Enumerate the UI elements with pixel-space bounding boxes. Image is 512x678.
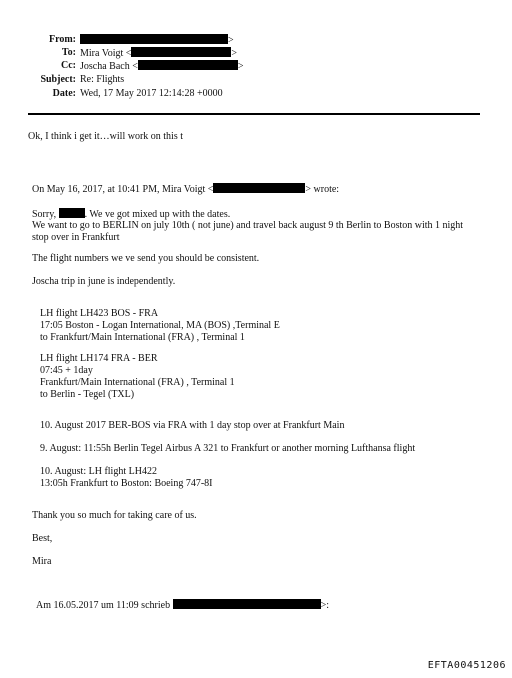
- best-line: Best,: [32, 533, 53, 544]
- redaction-bar: [213, 183, 305, 193]
- aug9-line: 9. August: 11:55h Berlin Tegel Airbus A 321 to Frankfurt or another morning Lufthansa flight: [40, 443, 416, 454]
- redaction-bar: [131, 47, 231, 57]
- redaction-bar: [138, 60, 238, 70]
- redaction-bar: [80, 34, 228, 44]
- flight1-line-1: LH flight LH423 BOS - FRA: [40, 308, 159, 319]
- bates-number: EFTA00451206: [427, 660, 506, 671]
- reply-line: Ok, I think i get it…will work on this t: [28, 131, 183, 142]
- to-label: To:: [61, 47, 76, 58]
- cc-value: Joscha Bach < >: [80, 61, 244, 72]
- from-label: From:: [48, 34, 76, 45]
- flight2-line-1: LH flight LH174 FRA - BER: [40, 353, 158, 364]
- subject-label: Subject:: [40, 74, 76, 85]
- redaction-bar: [173, 599, 321, 609]
- from-value: >: [80, 34, 234, 47]
- date-label: Date:: [52, 88, 76, 99]
- flight2-line-2: 07:45 + 1day: [40, 365, 93, 376]
- want-line-2: stop over in Frankfurt: [32, 232, 120, 243]
- redaction-bar: [59, 208, 85, 218]
- aug10-line: 10. August 2017 BER-BOS via FRA with 1 day stop over at Frankfurt Main: [40, 420, 345, 431]
- flight2-line-4: to Berlin - Tegel (TXL): [40, 389, 135, 400]
- subject-value: Re: Flights: [80, 74, 125, 85]
- want-line-1: We want to go to BERLIN on july 10th ( not june) and travel back august 9 th Berlin to Boston with 1 night: [32, 220, 464, 231]
- aug10b-line-1: 10. August: LH flight LH422: [40, 466, 157, 477]
- signature: Mira: [32, 556, 52, 567]
- quote-intro: On May 16, 2017, at 10:41 PM, Mira Voigt < > wrote:: [32, 184, 340, 195]
- to-value: Mira Voigt < >: [80, 48, 238, 59]
- date-value: Wed, 17 May 2017 12:14:28 +0000: [80, 88, 223, 99]
- sorry-line: Sorry, . We ve got mixed up with the dates.: [32, 209, 231, 220]
- joscha-trip-line: Joscha trip in june is independently.: [32, 276, 176, 287]
- flight2-line-3: Frankfurt/Main International (FRA) , Terminal 1: [40, 377, 235, 388]
- flight1-line-2: 17:05 Boston - Logan International, MA (BOS) ,Terminal E: [40, 320, 280, 331]
- thanks-line: Thank you so much for taking care of us.: [32, 510, 197, 521]
- flight-numbers-line: The flight numbers we ve send you should be consistent.: [32, 253, 260, 264]
- flight1-line-3: to Frankfurt/Main International (FRA) , Terminal 1: [40, 332, 245, 343]
- aug10b-line-2: 13:05h Frankfurt to Boston: Boeing 747-8I: [40, 478, 213, 489]
- cc-label: Cc:: [61, 60, 76, 71]
- previous-message-intro: Am 16.05.2017 um 11:09 schrieb >:: [36, 600, 329, 611]
- header-divider: [28, 113, 480, 115]
